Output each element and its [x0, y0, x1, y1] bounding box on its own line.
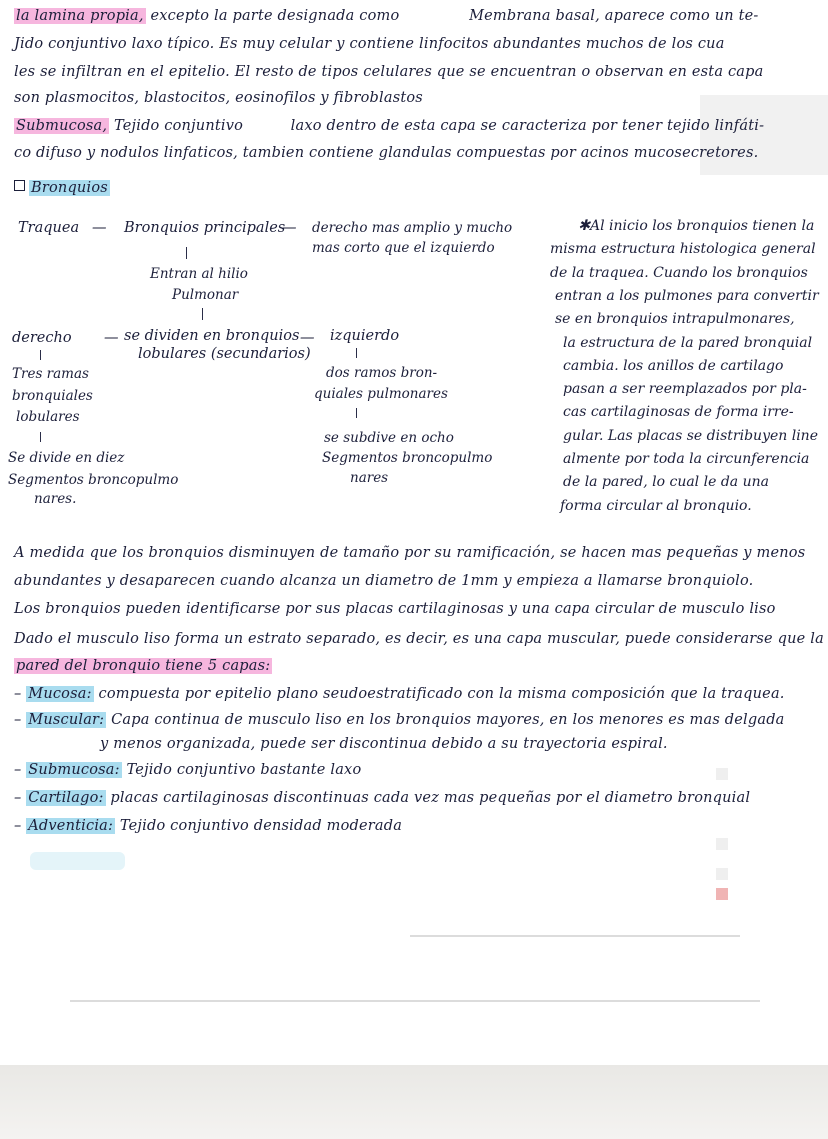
- note-line: forma circular al bronquio.: [560, 497, 752, 514]
- note-line: de la traquea. Cuando los bronquios: [550, 264, 808, 281]
- note-line: gular. Las placas se distribuyen line: [563, 427, 818, 444]
- submucosa-line-1: [14, 118, 764, 134]
- submucosa-text-a: Tejido conjuntivo: [114, 118, 244, 134]
- diagram-connector: [40, 432, 41, 442]
- layer-name: Cartilago:: [28, 790, 104, 806]
- layer-mucosa: – Mucosa: compuesta por epitelio plano seudoestratificado con la misma composición que la traquea.: [14, 686, 785, 702]
- diagram-tres-ramas-3: lobulares: [16, 409, 80, 425]
- highlighter-smudge: [30, 852, 125, 870]
- bleed-through-checkbox: [716, 838, 728, 850]
- note-line: se en bronquios intrapulmonares,: [555, 311, 795, 328]
- lamina-propia-highlight: la lamina propia,: [16, 8, 144, 24]
- note-line: cas cartilaginosas de forma irre-: [563, 404, 794, 421]
- note-line: pasan a ser reemplazados por pla-: [563, 381, 807, 398]
- layer-name: Submucosa:: [28, 762, 120, 778]
- pared-highlight: pared del bronquio tiene 5 capas:: [16, 658, 271, 674]
- note-star-icon: ✱: [578, 218, 591, 234]
- layer-muscular: – Muscular: Capa continua de musculo liso en los bronquios mayores, en los menores es mas delgada: [14, 712, 785, 728]
- bleed-through-checkbox: [716, 768, 728, 780]
- diagram-entran-1: Entran al hilio: [150, 266, 248, 282]
- paragraph-line-5: [14, 658, 272, 674]
- diagram-se-dividen-2: lobulares (secundarios): [138, 346, 311, 362]
- paragraph-line-1: A medida que los bronquios disminuyen de tamaño por su ramificación, se hacen mas pequeñas y menos: [14, 545, 806, 561]
- layer-text: Capa continua de musculo liso en los bronquios mayores, en los menores es mas delgada: [111, 712, 785, 728]
- intro-line-1: [14, 8, 759, 24]
- diagram-dash-1: —: [92, 220, 107, 236]
- layer-cartilago: – Cartilago: placas cartilaginosas discontinuas cada vez mas pequeñas por el diametro bronquial: [14, 790, 751, 806]
- diagram-derecho-desc-1: derecho mas amplio y mucho: [312, 220, 513, 236]
- note-line: entran a los pulmones para convertir: [555, 287, 819, 304]
- diagram-derecho-desc-2: mas corto que el izquierdo: [312, 240, 495, 256]
- layer-name: Muscular:: [28, 712, 105, 728]
- diagram-connector: [202, 308, 203, 320]
- diagram-dash-3: —: [104, 330, 119, 346]
- diagram-dash-2: —: [282, 220, 297, 236]
- intro-line-4: son plasmocitos, blastocitos, eosinofilos y fibroblastos: [14, 90, 423, 106]
- diagram-izquierdo: izquierdo: [330, 328, 400, 344]
- note-line: de la pared, lo cual le da una: [563, 474, 769, 491]
- paragraph-line-4: Dado el musculo liso forma un estrato separado, es decir, es una capa muscular, puede considerarse que la: [14, 631, 824, 647]
- diagram-diez-1: Se divide en diez: [8, 450, 125, 466]
- diagram-derecho: derecho: [12, 330, 72, 346]
- bronquios-heading-label: Bronquios: [31, 180, 108, 196]
- layer-text: Tejido conjuntivo densidad moderada: [119, 818, 403, 834]
- bleed-through-checkbox: [716, 868, 728, 880]
- note-line: Al inicio los bronquios tienen la: [590, 218, 815, 234]
- diagram-ocho-1: se subdive en ocho: [324, 430, 454, 446]
- layer-muscular-cont: y menos organizada, puede ser discontinua debido a su trayectoria espiral.: [100, 736, 668, 752]
- diagram-dos-ramas-1: dos ramos bron-: [326, 365, 438, 381]
- layer-name: Mucosa:: [28, 686, 92, 702]
- intro-line-1-text: excepto la parte designada como: [150, 8, 400, 24]
- layer-text: Tejido conjuntivo bastante laxo: [126, 762, 362, 778]
- bronquios-heading: [14, 180, 110, 196]
- diagram-entran-2: Pulmonar: [172, 287, 239, 303]
- note-line: la estructura de la pared bronquial: [563, 334, 813, 351]
- submucosa-text-b: laxo dentro de esta capa se caracteriza por tener tejido linfáti-: [290, 118, 765, 134]
- bleed-through-rule: [410, 935, 740, 937]
- bleed-through-rule: [70, 1000, 760, 1002]
- diagram-diez-3: nares.: [34, 491, 77, 507]
- paragraph-line-2: abundantes y desaparecen cuando alcanza un diametro de 1mm y empieza a llamarse bronquiolo.: [14, 573, 754, 589]
- diagram-traquea: Traquea: [18, 220, 80, 236]
- bleed-through-checkbox: [716, 888, 728, 900]
- diagram-connector: [356, 408, 357, 418]
- diagram-connector: [356, 348, 357, 358]
- layer-adventicia: – Adventicia: Tejido conjuntivo densidad moderada: [14, 818, 403, 834]
- layer-text: compuesta por epitelio plano seudoestratificado con la misma composición que la traquea.: [98, 686, 785, 702]
- diagram-ocho-3: nares: [350, 470, 389, 486]
- diagram-bronquios-principales: Bronquios principales: [124, 220, 286, 236]
- diagram-tres-ramas-2: bronquiales: [12, 388, 93, 404]
- diagram-dos-ramas-2: quiales pulmonares: [314, 386, 448, 402]
- layer-name: Adventicia:: [28, 818, 114, 834]
- submucosa-line-2: co difuso y nodulos linfaticos, tambien contiene glandulas compuestas por acinos mucosecretores.: [14, 145, 759, 161]
- page-bottom-edge: [0, 1065, 828, 1139]
- submucosa-highlight: Submucosa,: [16, 118, 108, 134]
- note-line: cambia. los anillos de cartilago: [563, 357, 784, 374]
- note-line: almente por toda la circunferencia: [563, 451, 810, 467]
- diagram-se-dividen-1: se dividen en bronquios: [124, 328, 300, 344]
- diagram-diez-2: Segmentos broncopulmo: [8, 472, 179, 488]
- intro-line-2: Jido conjuntivo laxo típico. Es muy celular y contiene linfocitos abundantes muchos de los cua: [14, 36, 725, 52]
- diagram-connector: [186, 247, 187, 259]
- paragraph-line-3: Los bronquios pueden identificarse por sus placas cartilaginosas y una capa circular de musculo liso: [14, 601, 776, 617]
- intro-line-1-end: Membrana basal, aparece como un te-: [469, 8, 759, 24]
- layer-submucosa: – Submucosa: Tejido conjuntivo bastante laxo: [14, 762, 362, 778]
- layer-text: placas cartilaginosas discontinuas cada vez mas pequeñas por el diametro bronquial: [110, 790, 751, 806]
- diagram-ocho-2: Segmentos broncopulmo: [322, 450, 493, 466]
- diagram-tres-ramas-1: Tres ramas: [12, 366, 89, 382]
- intro-line-3: les se infiltran en el epitelio. El resto de tipos celulares que se encuentran o observan en esta capa: [14, 64, 764, 80]
- note-line: misma estructura histologica general: [550, 241, 816, 258]
- diagram-dash-4: —: [300, 330, 315, 346]
- diagram-connector: [40, 350, 41, 360]
- bleed-through-block: [700, 95, 828, 175]
- checkbox-icon: [14, 180, 25, 191]
